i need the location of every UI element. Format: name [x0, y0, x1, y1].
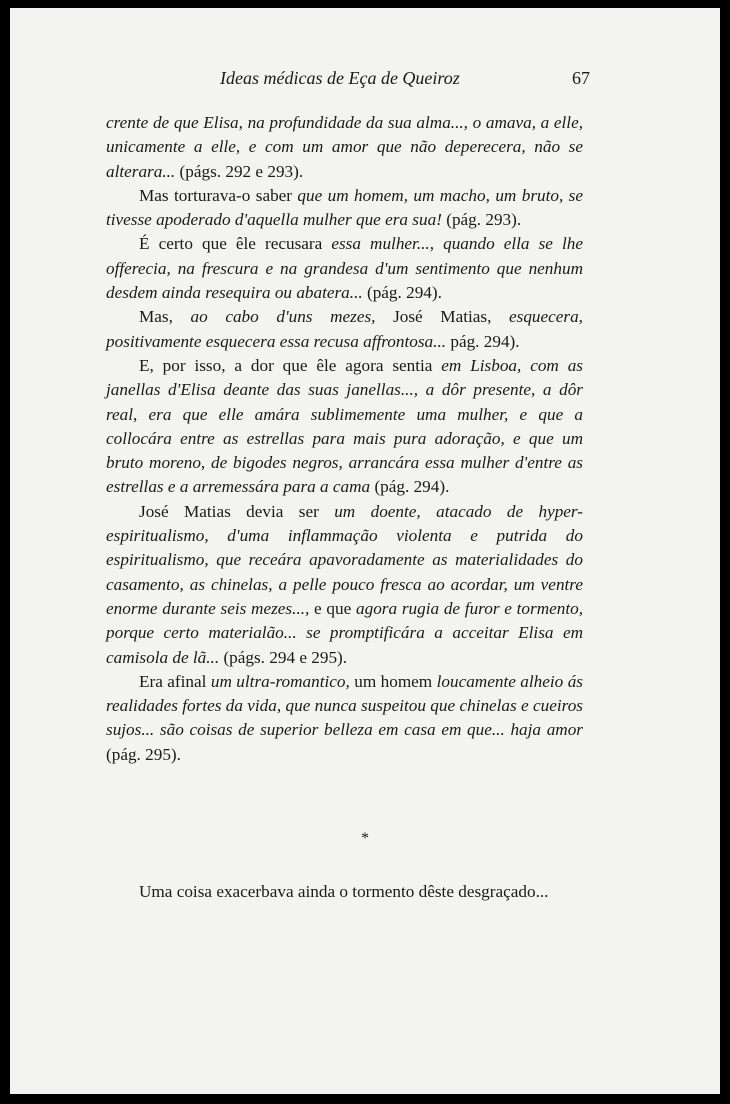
- body-paragraph: [106, 305, 583, 354]
- section-ornament: *: [361, 830, 369, 847]
- running-title: Ideas médicas de Eça de Queiroz: [220, 68, 460, 88]
- text-run: (pág. 294).: [370, 477, 450, 497]
- text-run: pág. 294).: [446, 331, 520, 351]
- italic-text-run: loucamente alheio ás realidades fortes da vida, que nunca suspeitou que chinelas e cueiros sujos... são coisas de superior belleza em casa em que... haja amor: [106, 671, 583, 740]
- closing-paragraph: Uma coisa exacerbava ainda o tormento dêste desgraçado...: [139, 882, 549, 901]
- text-run: (pág. 294).: [362, 283, 442, 303]
- text-run: (pág. 293).: [441, 210, 522, 230]
- body-text: [106, 111, 583, 767]
- text-run: um homem: [349, 671, 437, 691]
- body-paragraph: [106, 232, 583, 305]
- italic-text-run: agora rugia de furor e tormento, porque certo materialão... se promptificára a acceitar Elisa em camisola de lã...: [106, 598, 583, 667]
- page-number: 67: [572, 68, 590, 88]
- italic-text-run: esquecera, positivamente esquecera essa recusa affrontosa...: [106, 307, 583, 351]
- text-run: José Matias,: [375, 307, 509, 327]
- text-run: E, por isso, a dor que êle agora sentia: [139, 355, 442, 375]
- italic-text-run: um doente, atacado de hyper-espiritualismo, d'uma inflammação violenta e putrida do espiritualismo, que receára apavoradamente as materialidades do casamento, as chinelas, a pelle pouco fresca ao acordar, um ventre enorme durante seis mezes...,: [106, 501, 583, 618]
- text-run: José Matias devia ser: [139, 501, 335, 521]
- body-paragraph: [106, 670, 583, 767]
- body-paragraph: [106, 354, 583, 500]
- italic-text-run: que um homem, um macho, um bruto, se tivesse apoderado d'aquella mulher que era sua!: [106, 185, 583, 230]
- page-header: [220, 68, 590, 89]
- text-run: (págs. 292 e 293).: [175, 161, 304, 181]
- italic-text-run: essa mulher..., quando ella se lhe offerecia, na frescura e na grandesa d'um sentimento que nenhum desdem ainda resequira ou abatera...: [106, 234, 583, 303]
- book-page: [10, 8, 720, 1094]
- text-run: Mas torturava-o saber: [139, 185, 298, 205]
- text-run: É certo que êle recusara: [139, 234, 332, 254]
- text-run: (pág. 295).: [106, 744, 181, 764]
- italic-text-run: crente de que Elisa, na profundidade da sua alma..., o amava, a elle, unicamente a elle, e com um amor que não deperecera, não se alterara...: [106, 113, 583, 181]
- body-paragraph: [106, 500, 583, 670]
- italic-text-run: ao cabo d'uns mezes,: [190, 307, 376, 327]
- text-run: e que: [309, 598, 357, 618]
- italic-text-run: em Lisboa, com as janellas d'Elisa deante das suas janellas..., a dôr presente, a dôr real, era que elle amára sublimemente uma mulher, e que a collocára entre as estrellas para mais pura adoração, e que um bruto moreno, de bigodes negros, arrancára essa mulher d'entre as estrellas e a arremessára para a cama: [106, 355, 583, 497]
- text-run: Mas,: [139, 307, 191, 327]
- italic-text-run: um ultra-romantico,: [210, 671, 350, 691]
- body-paragraph: [106, 184, 583, 233]
- text-run: Era afinal: [139, 671, 211, 691]
- text-run: (págs. 294 e 295).: [219, 647, 348, 667]
- body-paragraph: [106, 111, 583, 184]
